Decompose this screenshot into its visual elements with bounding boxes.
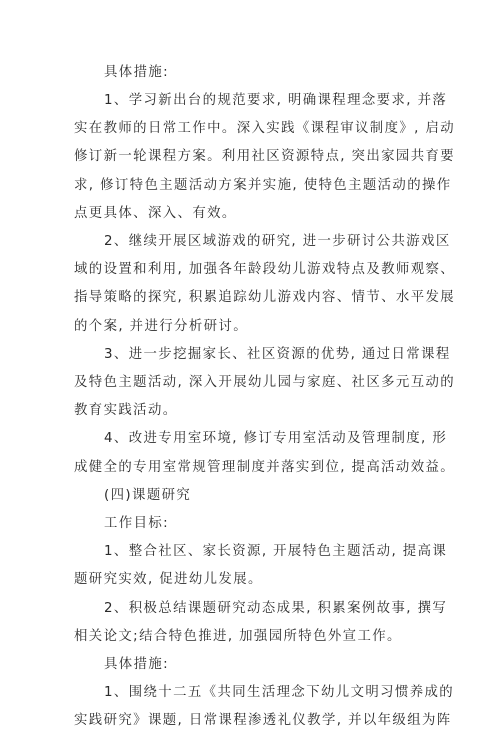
text-line: 1、围绕十二五《共同生活理念下幼儿文明习惯养成的 (104, 685, 455, 700)
text-line: 2、继续开展区域游戏的研究, 进一步研讨公共游戏区 (104, 234, 451, 249)
text-line: 具体措施: (104, 657, 170, 672)
text-line: 4、改进专用室环境, 修订专用室活动及管理制度, 形 (104, 431, 448, 446)
text-line: 的个案, 并进行分析研讨。 (74, 319, 249, 334)
text-line: 实践研究》课题, 日常课程渗透礼仪教学, 并以年级组为阵 (74, 713, 452, 728)
text-line: 1、学习新出台的规范要求, 明确课程理念要求, 并落 (104, 93, 448, 108)
section-heading: (四)课题研究 (104, 488, 192, 503)
text-line: 域的设置和利用, 加强各年龄段幼儿游戏特点及教师观察、 (74, 262, 456, 277)
text-line: 修订新一轮课程方案。利用社区资源特点, 突出家园共育要 (74, 149, 456, 164)
text-line: 指导策略的探究, 积累追踪幼儿游戏内容、情节、水平发展 (74, 290, 456, 305)
text-line: 题研究实效, 促进幼儿发展。 (74, 572, 263, 587)
text-line: 相关论文;结合特色推进, 加强园所特色外宣工作。 (74, 629, 402, 644)
text-line: 实在教师的日常工作中。深入实践《课程审议制度》, 启动 (74, 121, 456, 136)
text-line: 具体措施: (104, 65, 170, 80)
text-line: 2、积极总结课题研究动态成果, 积累案例故事, 撰写 (104, 601, 448, 616)
text-line: 成健全的专用室常规管理制度并落实到位, 提高活动效益。 (74, 460, 456, 475)
text-line: 教育实践活动。 (74, 403, 178, 418)
text-line: 及特色主题活动, 深入开展幼儿园与家庭、社区多元互动的 (74, 375, 456, 390)
text-line: 3、进一步挖掘家长、社区资源的优势, 通过日常课程 (104, 347, 451, 362)
text-line: 工作目标: (104, 516, 170, 531)
text-line: 点更具体、深入、有效。 (74, 206, 237, 221)
text-line: 1、整合社区、家长资源, 开展特色主题活动, 提高课 (104, 544, 448, 559)
text-line: 求, 修订特色主题活动方案并实施, 使特色主题活动的操作 (74, 178, 452, 193)
